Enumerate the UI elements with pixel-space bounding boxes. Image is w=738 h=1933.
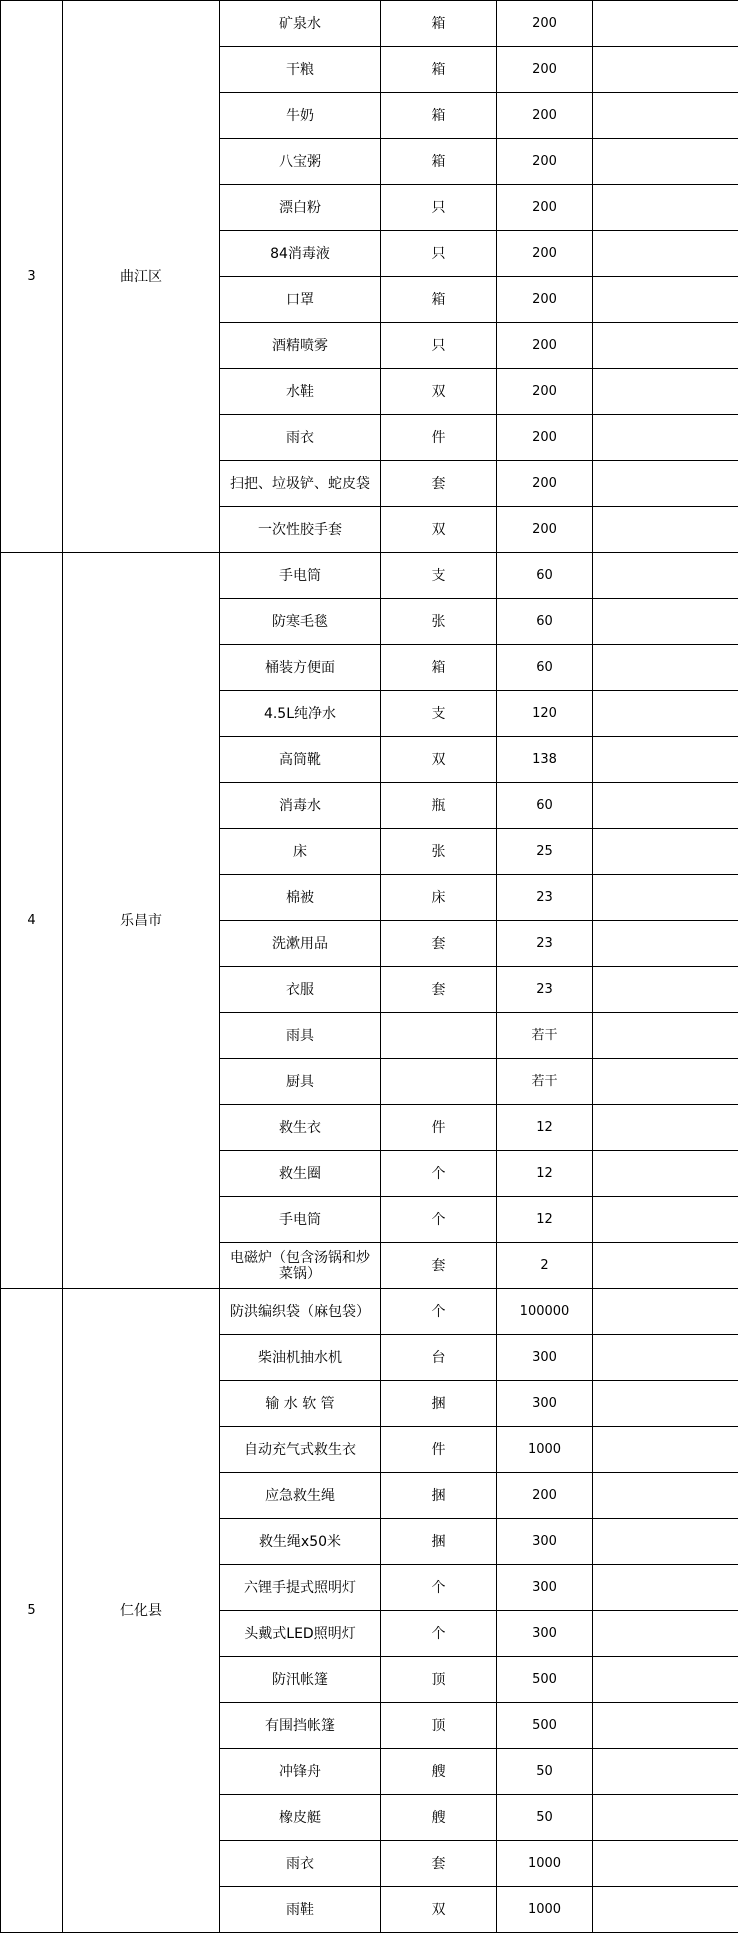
item-quantity: 138 (497, 737, 593, 783)
item-quantity: 60 (497, 645, 593, 691)
item-quantity: 100000 (497, 1289, 593, 1335)
item-note (593, 1197, 738, 1243)
item-quantity: 23 (497, 967, 593, 1013)
item-note (593, 1519, 738, 1565)
item-note (593, 967, 738, 1013)
supplies-table-body (1, 1, 738, 1933)
item-note (593, 507, 738, 553)
item-quantity: 1000 (497, 1887, 593, 1933)
item-quantity: 1000 (497, 1841, 593, 1887)
item-name: 扫把、垃圾铲、蛇皮袋 (220, 461, 381, 507)
item-note (593, 1749, 738, 1795)
item-note (593, 139, 738, 185)
item-unit: 个 (381, 1611, 497, 1657)
item-name: 手电筒 (220, 553, 381, 599)
item-note (593, 1657, 738, 1703)
item-quantity: 200 (497, 185, 593, 231)
item-name: 牛奶 (220, 93, 381, 139)
item-name: 电磁炉（包含汤锅和炒菜锅） (220, 1243, 381, 1289)
item-note (593, 185, 738, 231)
item-note (593, 921, 738, 967)
item-unit: 件 (381, 415, 497, 461)
item-name: 救生衣 (220, 1105, 381, 1151)
item-note (593, 1243, 738, 1289)
item-unit (381, 1059, 497, 1105)
item-unit: 箱 (381, 47, 497, 93)
item-note (593, 1289, 738, 1335)
item-unit: 双 (381, 1887, 497, 1933)
item-unit: 箱 (381, 645, 497, 691)
item-unit (381, 1013, 497, 1059)
item-name: 干粮 (220, 47, 381, 93)
item-quantity: 200 (497, 1, 593, 47)
item-quantity: 200 (497, 369, 593, 415)
item-name: 有围挡帐篷 (220, 1703, 381, 1749)
item-quantity: 25 (497, 829, 593, 875)
item-note (593, 783, 738, 829)
item-note (593, 645, 738, 691)
item-note (593, 553, 738, 599)
item-quantity: 200 (497, 1473, 593, 1519)
item-name: 柴油机抽水机 (220, 1335, 381, 1381)
item-quantity: 50 (497, 1749, 593, 1795)
item-unit: 只 (381, 185, 497, 231)
item-quantity: 200 (497, 323, 593, 369)
item-note (593, 1887, 738, 1933)
item-note (593, 277, 738, 323)
item-quantity: 300 (497, 1381, 593, 1427)
item-name: 酒精喷雾 (220, 323, 381, 369)
item-name: 冲锋舟 (220, 1749, 381, 1795)
item-unit: 双 (381, 507, 497, 553)
item-quantity: 2 (497, 1243, 593, 1289)
item-unit: 个 (381, 1565, 497, 1611)
item-note (593, 461, 738, 507)
item-note (593, 1795, 738, 1841)
item-name: 雨鞋 (220, 1887, 381, 1933)
item-unit: 箱 (381, 277, 497, 323)
item-name: 桶装方便面 (220, 645, 381, 691)
item-unit: 个 (381, 1151, 497, 1197)
item-unit: 套 (381, 461, 497, 507)
item-unit: 张 (381, 829, 497, 875)
item-unit: 只 (381, 323, 497, 369)
item-name: 厨具 (220, 1059, 381, 1105)
item-unit: 瓶 (381, 783, 497, 829)
item-name: 输 水 软 管 (220, 1381, 381, 1427)
item-unit: 件 (381, 1105, 497, 1151)
item-note (593, 829, 738, 875)
item-unit: 套 (381, 1243, 497, 1289)
item-unit: 箱 (381, 1, 497, 47)
group-region: 乐昌市 (63, 553, 220, 1289)
item-note (593, 599, 738, 645)
item-note (593, 1059, 738, 1105)
item-name: 救生绳x50米 (220, 1519, 381, 1565)
item-name: 防寒毛毯 (220, 599, 381, 645)
item-quantity: 200 (497, 415, 593, 461)
item-name: 防洪编织袋（麻包袋） (220, 1289, 381, 1335)
item-quantity: 300 (497, 1519, 593, 1565)
item-note (593, 1, 738, 47)
item-unit: 捆 (381, 1381, 497, 1427)
item-note (593, 323, 738, 369)
group-region: 仁化县 (63, 1289, 220, 1933)
item-note (593, 691, 738, 737)
item-quantity: 12 (497, 1151, 593, 1197)
item-name: 4.5L纯净水 (220, 691, 381, 737)
item-unit: 双 (381, 737, 497, 783)
item-unit: 支 (381, 553, 497, 599)
item-unit: 顶 (381, 1703, 497, 1749)
group-index: 4 (1, 553, 63, 1289)
item-name: 一次性胶手套 (220, 507, 381, 553)
item-note (593, 1841, 738, 1887)
item-quantity: 60 (497, 783, 593, 829)
item-note (593, 369, 738, 415)
item-unit: 套 (381, 921, 497, 967)
item-unit: 件 (381, 1427, 497, 1473)
item-unit: 台 (381, 1335, 497, 1381)
item-quantity: 若干 (497, 1059, 593, 1105)
item-note (593, 1611, 738, 1657)
item-name: 水鞋 (220, 369, 381, 415)
item-name: 头戴式LED照明灯 (220, 1611, 381, 1657)
item-quantity: 60 (497, 553, 593, 599)
item-quantity: 200 (497, 231, 593, 277)
item-name: 应急救生绳 (220, 1473, 381, 1519)
item-name: 救生圈 (220, 1151, 381, 1197)
item-name: 口罩 (220, 277, 381, 323)
item-unit: 支 (381, 691, 497, 737)
item-unit: 个 (381, 1289, 497, 1335)
item-quantity: 300 (497, 1565, 593, 1611)
item-unit: 顶 (381, 1657, 497, 1703)
item-name: 防汛帐篷 (220, 1657, 381, 1703)
item-note (593, 47, 738, 93)
item-name: 床 (220, 829, 381, 875)
item-quantity: 300 (497, 1335, 593, 1381)
item-unit: 张 (381, 599, 497, 645)
item-quantity: 1000 (497, 1427, 593, 1473)
item-quantity: 200 (497, 461, 593, 507)
item-unit: 艘 (381, 1749, 497, 1795)
item-note (593, 1427, 738, 1473)
item-name: 消毒水 (220, 783, 381, 829)
item-name: 雨衣 (220, 1841, 381, 1887)
item-note (593, 1105, 738, 1151)
item-name: 漂白粉 (220, 185, 381, 231)
item-note (593, 875, 738, 921)
item-unit: 只 (381, 231, 497, 277)
item-unit: 捆 (381, 1519, 497, 1565)
item-name: 手电筒 (220, 1197, 381, 1243)
item-name: 自动充气式救生衣 (220, 1427, 381, 1473)
item-unit: 双 (381, 369, 497, 415)
item-quantity: 200 (497, 93, 593, 139)
item-quantity: 120 (497, 691, 593, 737)
item-note (593, 737, 738, 783)
item-name: 棉被 (220, 875, 381, 921)
item-quantity: 500 (497, 1657, 593, 1703)
item-quantity: 500 (497, 1703, 593, 1749)
item-note (593, 1151, 738, 1197)
item-note (593, 1381, 738, 1427)
item-name: 雨衣 (220, 415, 381, 461)
item-quantity: 23 (497, 875, 593, 921)
item-unit: 套 (381, 1841, 497, 1887)
item-quantity: 12 (497, 1105, 593, 1151)
item-note (593, 93, 738, 139)
item-note (593, 1703, 738, 1749)
item-quantity: 200 (497, 139, 593, 185)
item-note (593, 231, 738, 277)
item-quantity: 200 (497, 507, 593, 553)
item-quantity: 若干 (497, 1013, 593, 1059)
item-unit: 捆 (381, 1473, 497, 1519)
item-note (593, 1335, 738, 1381)
group-index: 5 (1, 1289, 63, 1933)
item-unit: 箱 (381, 93, 497, 139)
item-quantity: 23 (497, 921, 593, 967)
item-quantity: 200 (497, 47, 593, 93)
item-name: 橡皮艇 (220, 1795, 381, 1841)
item-name: 高筒靴 (220, 737, 381, 783)
group-region: 曲江区 (63, 1, 220, 553)
item-unit: 个 (381, 1197, 497, 1243)
item-note (593, 1013, 738, 1059)
item-unit: 套 (381, 967, 497, 1013)
item-quantity: 300 (497, 1611, 593, 1657)
table-row (1, 553, 738, 599)
item-note (593, 1473, 738, 1519)
item-name: 84消毒液 (220, 231, 381, 277)
item-name: 衣服 (220, 967, 381, 1013)
item-quantity: 60 (497, 599, 593, 645)
item-unit: 箱 (381, 139, 497, 185)
item-quantity: 50 (497, 1795, 593, 1841)
item-quantity: 200 (497, 277, 593, 323)
item-unit: 艘 (381, 1795, 497, 1841)
table-row (1, 1, 738, 47)
item-name: 八宝粥 (220, 139, 381, 185)
item-note (593, 1565, 738, 1611)
item-name: 矿泉水 (220, 1, 381, 47)
item-quantity: 12 (497, 1197, 593, 1243)
table-row (1, 1289, 738, 1335)
item-name: 六锂手提式照明灯 (220, 1565, 381, 1611)
item-note (593, 415, 738, 461)
item-name: 洗漱用品 (220, 921, 381, 967)
group-index: 3 (1, 1, 63, 553)
item-name: 雨具 (220, 1013, 381, 1059)
item-unit: 床 (381, 875, 497, 921)
